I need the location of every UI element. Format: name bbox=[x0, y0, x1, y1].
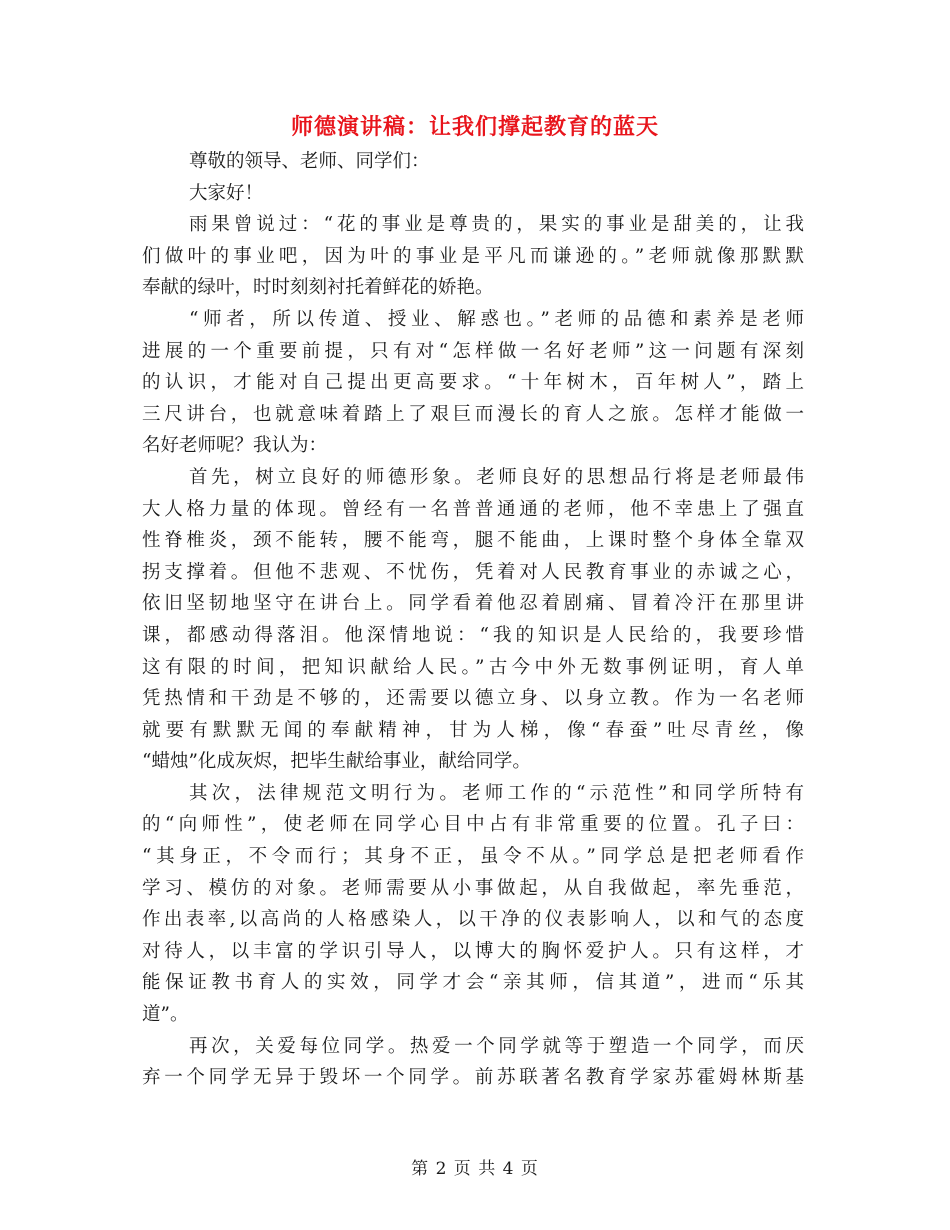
text-line: “蜡烛”化成灰烬，把毕生献给事业，献给同学。 bbox=[142, 751, 531, 773]
text-line: 的“向师性”，使老师在同学心目中占有非常重要的位置。孔子曰： bbox=[142, 814, 804, 836]
text-line: 尊敬的领导、老师、同学们： bbox=[189, 151, 430, 172]
text-line: 对待人，以丰富的学识引导人，以博大的胸怀爱护人。只有这样，才 bbox=[142, 940, 804, 962]
text-line: 课，都感动得落泪。他深情地说：“我的知识是人民给的，我要珍惜 bbox=[142, 624, 804, 646]
text-line: 道”。 bbox=[142, 1004, 189, 1026]
page-footer: 第 2 页 共 4 页 bbox=[411, 1159, 539, 1179]
text-line: 这有限的时间，把知识献给人民。”古今中外无数事例证明，育人单 bbox=[142, 656, 804, 678]
text-line: 依旧坚韧地坚守在讲台上。同学看着他忍着剧痛、冒着冷汗在那里讲 bbox=[142, 593, 804, 615]
text-line: 雨果曾说过：“花的事业是尊贵的，果实的事业是甜美的，让我 bbox=[189, 214, 804, 236]
text-line: 就要有默默无闻的奉献精神，甘为人梯，像“春蚕”吐尽青丝，像 bbox=[142, 719, 804, 741]
text-line: 三尺讲台，也就意味着踏上了艰巨而漫长的育人之旅。怎样才能做一 bbox=[142, 403, 804, 425]
text-line: 其次，法律规范文明行为。老师工作的“示范性”和同学所特有 bbox=[189, 782, 804, 804]
text-line: “师者，所以传道、授业、解惑也。”老师的品德和素养是老师 bbox=[189, 308, 804, 330]
text-line: 拐支撑着。但他不悲观、不忧伤，凭着对人民教育事业的赤诚之心， bbox=[142, 561, 804, 583]
text-line: 首先，树立良好的师德形象。老师良好的思想品行将是老师最伟 bbox=[189, 466, 804, 488]
text-line: 能保证教书育人的实效，同学才会“亲其师，信其道”，进而“乐其 bbox=[142, 972, 804, 994]
text-line: 大家好！ bbox=[189, 182, 264, 204]
text-line: “其身正，不令而行；其身不正，虽令不从。”同学总是把老师看作 bbox=[142, 846, 804, 868]
document-title: 师德演讲稿：让我们撑起教育的蓝天 bbox=[290, 114, 659, 140]
text-line: 再次，关爱每位同学。热爱一个同学就等于塑造一个同学，而厌 bbox=[189, 1035, 804, 1057]
text-line: 大人格力量的体现。曾经有一名普普通通的老师，他不幸患上了强直 bbox=[142, 498, 804, 520]
text-line: 进展的一个重要前提，只有对“怎样做一名好老师”这一问题有深刻 bbox=[142, 340, 804, 362]
text-line: 们做叶的事业吧，因为叶的事业是平凡而谦逊的。”老师就像那默默 bbox=[142, 245, 804, 267]
text-line: 奉献的绿叶，时时刻刻衬托着鲜花的娇艳。 bbox=[142, 277, 494, 299]
document-body bbox=[142, 146, 804, 1094]
text-line: 的认识，才能对自己提出更高要求。“十年树木，百年树人”，踏上 bbox=[142, 372, 804, 394]
text-line: 名好老师呢？我认为： bbox=[142, 435, 328, 457]
text-line: 凭热情和干劲是不够的，还需要以德立身、以身立教。作为一名老师 bbox=[142, 688, 804, 710]
text-line: 学习、模仿的对象。老师需要从小事做起，从自我做起，率先垂范， bbox=[142, 877, 804, 899]
text-line: 性脊椎炎，颈不能转，腰不能弯，腿不能曲，上课时整个身体全靠双 bbox=[142, 530, 804, 552]
text-line: 作出表率,以高尚的人格感染人，以干净的仪表影响人，以和气的态度 bbox=[142, 909, 804, 931]
text-line: 弃一个同学无异于毁坏一个同学。前苏联著名教育学家苏霍姆林斯基 bbox=[142, 1067, 804, 1089]
